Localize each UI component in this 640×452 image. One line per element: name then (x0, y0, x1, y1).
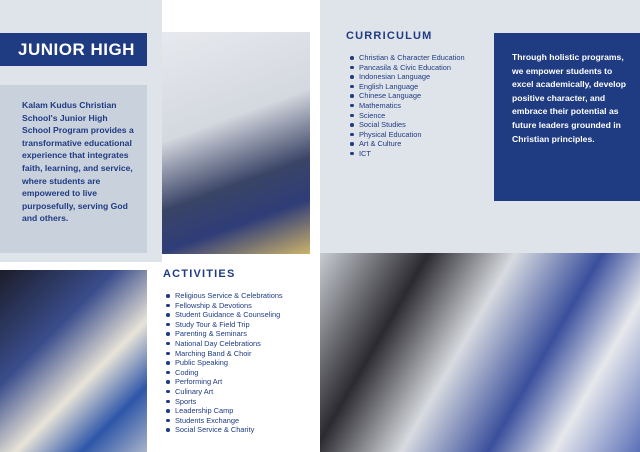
curriculum-list (350, 53, 465, 159)
activity-item: Student Guidance & Counseling (166, 310, 283, 320)
page-title: JUNIOR HIGH (18, 39, 135, 59)
activity-item: Performing Art (166, 377, 283, 387)
curriculum-item: Pancasila & Civic Education (350, 63, 465, 73)
curriculum-item: English Language (350, 82, 465, 92)
curriculum-item: Social Studies (350, 120, 465, 130)
activity-item: Marching Band & Choir (166, 349, 283, 359)
activities-heading: ACTIVITIES (163, 268, 236, 280)
curriculum-item: Indonesian Language (350, 72, 465, 82)
activity-item: Social Service & Charity (166, 425, 283, 435)
photo-students-crafting (0, 270, 147, 452)
activity-item: Public Speaking (166, 358, 283, 368)
curriculum-item: Christian & Character Education (350, 53, 465, 63)
quote-box (494, 33, 640, 201)
activity-item: Sports (166, 397, 283, 407)
title-banner (0, 33, 147, 66)
curriculum-item: Science (350, 111, 465, 121)
activity-item: Study Tour & Field Trip (166, 320, 283, 330)
curriculum-item: Physical Education (350, 130, 465, 140)
activity-item: Parenting & Seminars (166, 329, 283, 339)
curriculum-item: Mathematics (350, 101, 465, 111)
activity-item: Coding (166, 368, 283, 378)
curriculum-item: Art & Culture (350, 139, 465, 149)
curriculum-item: Chinese Language (350, 91, 465, 101)
activity-item: Religious Service & Celebrations (166, 291, 283, 301)
intro-box (0, 85, 147, 253)
curriculum-heading: CURRICULUM (346, 30, 433, 42)
photo-student-writing (162, 32, 310, 254)
activity-item: Leadership Camp (166, 406, 283, 416)
activities-list (166, 291, 283, 435)
photo-students-microscope (320, 253, 640, 452)
activity-item: Fellowship & Devotions (166, 301, 283, 311)
curriculum-item: ICT (350, 149, 465, 159)
intro-text: Kalam Kudus Christian School's Junior High School Program provides a transformative educational experience that integrates faith, learning, and service, where students are empowered to live purposefully, serving God and others. (22, 100, 134, 224)
activity-item: Culinary Art (166, 387, 283, 397)
activity-item: National Day Celebrations (166, 339, 283, 349)
activity-item: Students Exchange (166, 416, 283, 426)
quote-text: Through holistic programs, we empower students to excel academically, develop positive character, and embrace their potential as future leaders grounded in Christian principles. (512, 52, 627, 144)
